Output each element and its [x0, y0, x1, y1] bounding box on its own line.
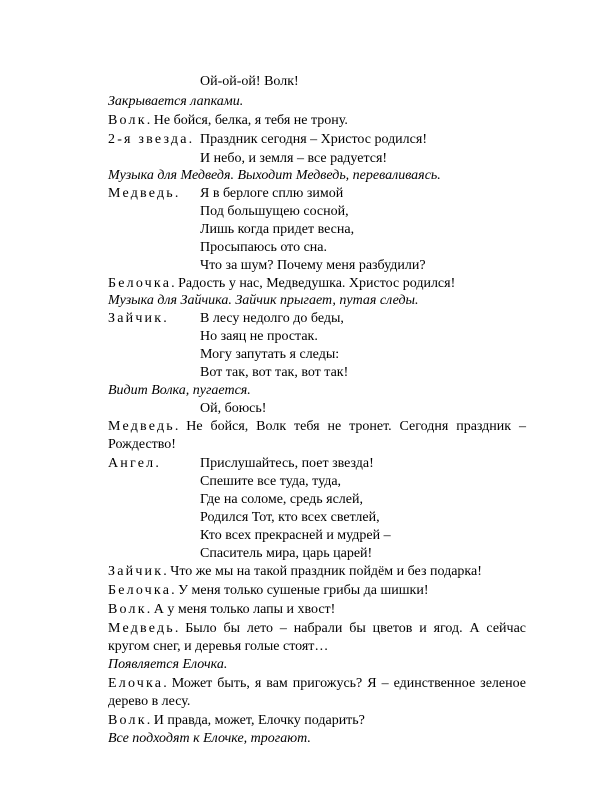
stage-direction: Появляется Елочка. — [108, 657, 228, 672]
dialogue-line — [108, 275, 455, 292]
line-text: . Не бойся, белка, я тебя не трону. — [146, 113, 348, 128]
dialogue-line: Ой, боюсь! — [200, 401, 267, 416]
dialogue-line: И небо, и земля – все радуется! — [200, 151, 388, 166]
line-text: Я в берлоге сплю зимой — [200, 186, 344, 201]
line-text: . И правда, может, Елочку подарить? — [146, 713, 365, 728]
line-text: . У меня только сушеные грибы да шишки! — [171, 583, 429, 598]
speaker-name: Елочка — [108, 676, 164, 691]
line-text: . Что же мы на такой праздник пойдём и без подарка! — [163, 564, 482, 579]
speaker-name: Волк — [108, 713, 147, 728]
dialogue-line — [108, 131, 427, 148]
dialogue-line — [108, 185, 343, 202]
speaker-name: 2-я звезда. — [108, 132, 195, 147]
stage-direction: Музыка для Зайчика. Зайчик прыгает, путая следы. — [108, 293, 419, 308]
stage-direction: Музыка для Медведя. Выходит Медведь, переваливаясь. — [108, 168, 441, 183]
line-text: . Было бы лето – набрали бы цветов и ягод. А сейчас — [174, 621, 526, 636]
dialogue-line: кругом снег, и деревья голые стоят… — [108, 639, 329, 654]
line-text: . Может быть, я вам пригожусь? Я – единственное зеленое — [163, 676, 526, 691]
speaker-name: Белочка — [108, 276, 172, 291]
line-text: . Не бойся, Волк тебя не тронет. Сегодня праздник – — [174, 419, 526, 434]
dialogue-line: дерево в лесу. — [108, 694, 191, 709]
dialogue-line: Родился Тот, кто всех светлей, — [200, 510, 380, 525]
dialogue-line: Спешите все туда, туда, — [200, 474, 342, 489]
dialogue-line: Лишь когда придет весна, — [200, 222, 355, 237]
dialogue-line: Могу запутать я следы: — [200, 347, 340, 362]
line-text: Праздник сегодня – Христос родился! — [200, 132, 427, 147]
dialogue-line — [108, 675, 526, 692]
speaker-name: Медведь. — [108, 186, 181, 201]
dialogue-line — [108, 601, 335, 618]
stage-direction: Видит Волка, пугается. — [108, 383, 251, 398]
dialogue-line — [108, 563, 482, 580]
dialogue-line: Под большущею сосной, — [200, 204, 349, 219]
speaker-name: Зайчик. — [108, 311, 169, 326]
dialogue-line: Спаситель мира, царь царей! — [200, 546, 373, 561]
dialogue-line — [108, 418, 526, 435]
dialogue-line: Но заяц не простак. — [200, 329, 318, 344]
dialogue-line — [108, 112, 348, 129]
line-text: . Радость у нас, Медведушка. Христос родился! — [171, 276, 456, 291]
dialogue-line — [108, 310, 344, 327]
line-text: . А у меня только лапы и хвост! — [146, 602, 336, 617]
dialogue-line: Кто всех прекрасней и мудрей – — [200, 528, 391, 543]
speaker-name: Медведь — [108, 621, 175, 636]
stage-direction: Все подходят к Елочке, трогают. — [108, 731, 311, 746]
speaker-name: Медведь — [108, 419, 175, 434]
speaker-name: Ангел. — [108, 456, 162, 471]
speaker-name: Волк — [108, 602, 147, 617]
stage-direction: Закрывается лапками. — [108, 94, 244, 109]
line-text: Прислушайтесь, поет звезда! — [200, 456, 374, 471]
dialogue-line — [108, 620, 526, 637]
dialogue-line: Рождество! — [108, 437, 176, 452]
speaker-name: Белочка — [108, 583, 172, 598]
dialogue-line: Что за шум? Почему меня разбудили? — [200, 258, 426, 273]
speaker-name: Зайчик — [108, 564, 164, 579]
dialogue-line: Вот так, вот так, вот так! — [200, 365, 349, 380]
speaker-name: Волк — [108, 113, 147, 128]
dialogue-line — [108, 582, 429, 599]
line-text: В лесу недолго до беды, — [200, 311, 344, 326]
dialogue-line: Где на соломе, средь яслей, — [200, 492, 364, 507]
dialogue-line: Просыпаюсь ото сна. — [200, 240, 328, 255]
dialogue-line: Ой-ой-ой! Волк! — [200, 74, 299, 89]
dialogue-line — [108, 712, 365, 729]
dialogue-line — [108, 455, 374, 472]
